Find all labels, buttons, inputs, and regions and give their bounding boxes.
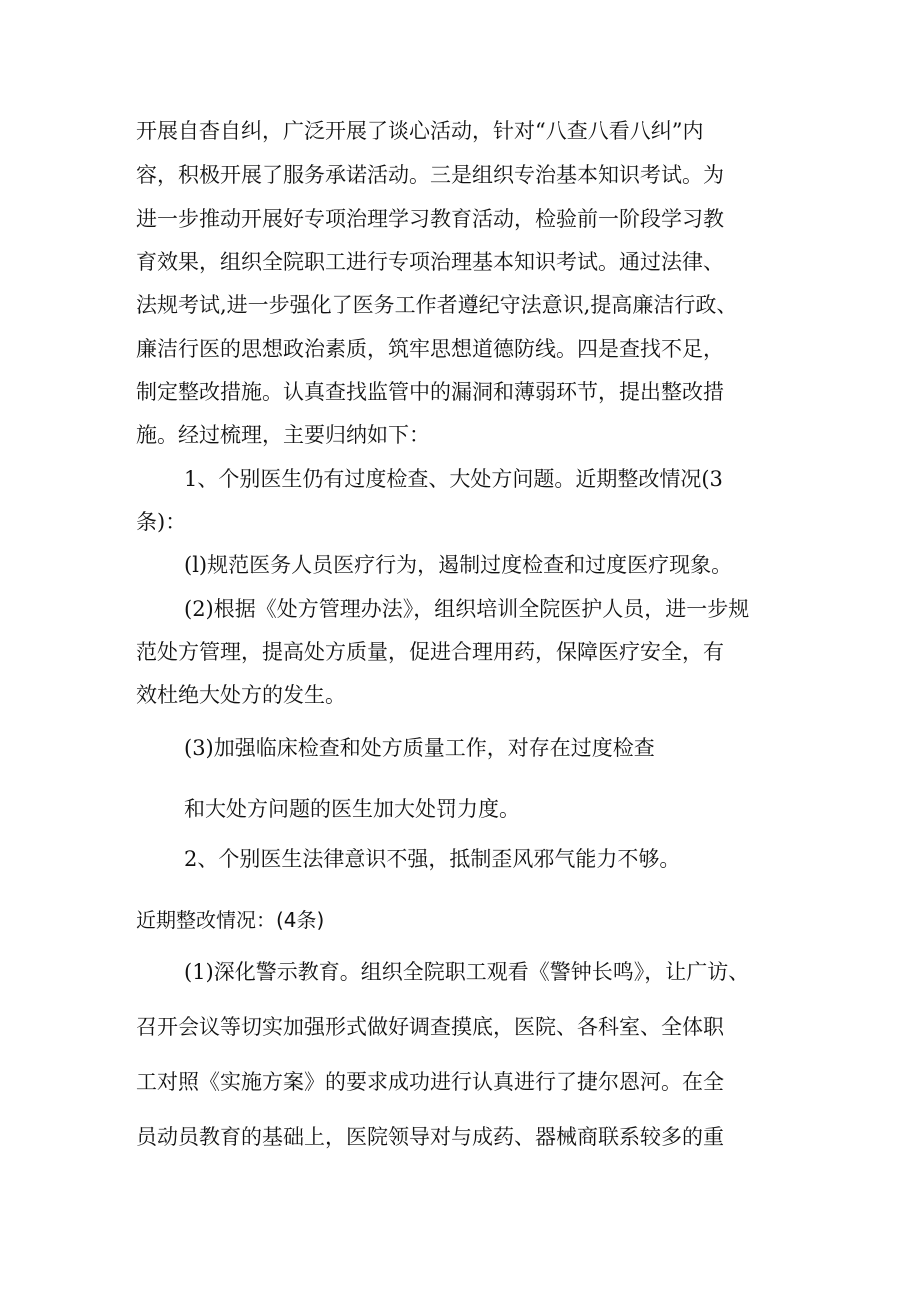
- paragraph-line: 育效果，组织全院职工进行专项治理基本知识考试。通过法律、: [136, 250, 724, 274]
- list-item: (3)加强临床检查和处方质量工作，对存在过度检查: [184, 736, 655, 760]
- paragraph-line: 容，积极开展了服务承诺活动。三是组织专治基本知识考试。为: [136, 163, 724, 187]
- list-item-heading: 2、个别医生法律意识不强，抵制歪风邪气能力不够。: [184, 847, 681, 871]
- paragraph-line: 范处方管理，提高处方质量，促进合理用药，保障医疗安全，有: [136, 640, 724, 664]
- list-item-heading: 1、个别医生仍有过度检查、大处方问题。近期整改情况(3: [184, 467, 723, 491]
- paragraph-line: 和大处方问题的医生加大处罚力度。: [184, 797, 520, 821]
- paragraph-line: 员动员教育的基础上，医院领导对与成药、器械商联系较多的重: [136, 1125, 724, 1149]
- list-item: (1)深化警示教育。组织全院职工观看《警钟长鸣》，让广访、: [184, 960, 750, 984]
- paragraph-line: 法规考试,进一步强化了医务工作者遵纪守法意识,提高廉洁行政、: [136, 293, 738, 317]
- paragraph-line: 效杜绝大处方的发生。: [136, 683, 346, 707]
- paragraph-line: 廉洁行医的思想政治素质，筑牢思想道德防线。四是查找不足，: [136, 337, 724, 361]
- list-item: (l)规范医务人员医疗行为，遏制过度检查和过度医疗现象。: [184, 553, 733, 577]
- paragraph-line: 施。经过梳理，主要归纳如下：: [136, 423, 430, 447]
- paragraph-line: 进一步推动开展好专项治理学习教育活动，检验前一阶段学习教: [136, 207, 724, 231]
- list-item: (2)根据《处方管理办法》，组织培训全院医护人员，进一步规: [184, 597, 750, 621]
- paragraph-line: 开展自杳自纠，广泛开展了谈心活动，针对“八查八看八纠”内: [136, 119, 704, 143]
- paragraph-line: 制定整改措施。认真查找监管中的漏洞和薄弱环节，提出整改措: [136, 380, 724, 404]
- paragraph-line: 工对照《实施方案》的要求成功进行认真进行了捷尔恩河。在全: [136, 1070, 724, 1094]
- paragraph-line: 召开会议等切实加强形式做好调查摸底，医院、各科室、全体职: [136, 1015, 724, 1039]
- paragraph-line: 条)：: [136, 510, 187, 534]
- section-label: 近期整改情况：(4条): [136, 908, 325, 932]
